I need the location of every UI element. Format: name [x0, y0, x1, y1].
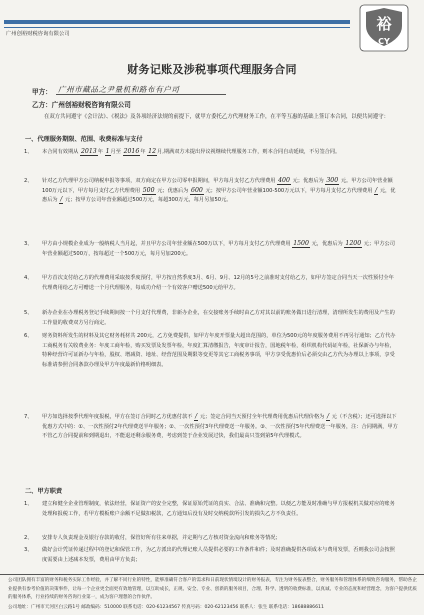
company-logo-icon: [357, 4, 411, 54]
clause-1-1: [24, 148, 398, 168]
clause-number: 7、: [24, 414, 33, 420]
footer-divider: [0, 574, 424, 575]
clause-2-3: [24, 546, 398, 566]
letterhead: [0, 0, 424, 56]
clause-2-2: [24, 534, 398, 544]
clause-2-1: [24, 500, 398, 530]
fee-field: 1500: [293, 240, 309, 247]
clause-text: 甲方由小规模企业成为一般纳税人当月起，并且甲方公司年营业额在500万以下，甲方每月支付乙方代理费用 1500 元，优惠后为 1200 元；甲方公司年营业额超过500万，按每超过一个500万元，每月另加200元。: [42, 240, 395, 257]
fee-field: 300: [326, 177, 339, 184]
section-1-heading: 一、代理服务期限、范围、收费标准与支付: [25, 136, 143, 143]
fee-field: 600: [191, 186, 203, 194]
fee-field: /: [60, 196, 63, 204]
clause-number: 5、: [24, 310, 33, 316]
footer-contact: 公司地址：广州市天河区白云路1号 邮政编码：510000 联系电话：020-61234567 传真号码：020-62123456 联系人：张生 联系电话：18688886611: [8, 605, 324, 610]
letterhead-band: [4, 20, 350, 24]
fee-field: /: [195, 413, 198, 420]
party-a-label: 甲方：: [32, 88, 52, 96]
contract-title: 财务记账及涉税事项代理服务合同: [127, 63, 297, 76]
clause-number: 2、: [24, 178, 33, 184]
clause-text: 建立和健全企业管理制度，依法经营，保证资产的安全完整，保证原始凭证的真实、合法、准确和完整。以便乙方能及时准确与甲方报税机关做对应的账务处理和报税工作，若甲方模板账户余额不足做扣税款，乙方通知后没有及时交纳税款所引发的损失乙方不负责任。: [42, 501, 395, 517]
clause-1-4: [24, 274, 398, 304]
clause-number: 2、: [24, 535, 33, 541]
clause-text: 甲方首次支付给乙方的代理费用采取按季度预付，甲方按自然季度3月、6月、9月、12月的5号之前准时支付给乙方，如甲方签定合同当天一次性预付全年代理费用给乙方可赠送一个月代理服务，每成功介绍一个有效客户赠送500元给甲方。: [42, 275, 394, 291]
letterhead-company: 广州创裕财税咨询有限公司: [6, 31, 70, 37]
logo-letters: CY: [378, 37, 390, 46]
fee-field: 500: [142, 186, 155, 194]
clause-text: 针对乙方代理甲方公司纳税申报等事项，双方商定在甲方公司零申报期间，甲方每月支付乙方代理费用 400 元；优惠后为 300 元。甲方公司年营业额100万元以下，甲方每月支付乙方代理费用 500 元；优惠后为 600 元；按甲方公司年营业额100-500万元以下，甲方每月支付乙方代理费用 / 元，优惠后为 / 元；按甲方公司年营业额超过500万元，每超300万元，每月另加50元。: [42, 177, 396, 204]
fee-field: /: [375, 186, 378, 194]
clause-number: 1、: [24, 149, 33, 155]
clause-1-2: [24, 177, 398, 237]
footer-note: 公司团队拥有丰富的财务和税务实际工作经验，并了解不同行业的特性，能够准确符合客户的需求和日前现状情境设计的财务报表，专注为财务报表整合，财务服务和管理体系的细致咨询服务，帮助各企业提供有参考价值的决策事件，让每一个企业更全面更有效地管理，以互助成长，正规、安全、专业、创新的服务项目，合理、科学、透明的收费标准，以真诚、专业的态度和经营理念，为客户提供优质的服务体系，行业持续的财务咨询行业第一，成为客户理想的合作伙伴。: [8, 578, 417, 601]
clause-number: 3、: [24, 547, 33, 553]
party-b-name: 广州创裕财税咨询有限公司: [51, 101, 131, 109]
clause-1-5: [24, 309, 398, 329]
clause-text: 本合同有效期从 2013年 1月至 2016年 12月,期满双方未提出异议视继续代理服务工作，则本合同自动延续，不另签合同。: [42, 148, 341, 155]
clause-text: 财务资料所发生的材料及其它财务耗材共 200元，乙方免费提供，如甲方年度开票量大超出范围的，单位为500元的年度服务费用不再另行通知；乙方代办工商税务有关收费业务：年度工商年检，购买发票及发票年检，年度汇算清缴报告，年度审计报告，国地税年检，组织机构代码证年检，社保新办与年检，特种经营许可证新办与年检，股权、增减资、地址、经营范围及期限等变更等其它工商税务事项，甲方享受优惠价后必须交由乙方代为办理以上事项，享受标准请参照合同条款办理及甲方年度最新价格明细表。: [42, 333, 396, 368]
clause-number: 4、: [24, 275, 33, 281]
clause-1-7: [24, 413, 398, 473]
clause-number: 6、: [24, 333, 33, 339]
clause-number: 1、: [24, 501, 33, 507]
fee-field: 400: [278, 177, 290, 184]
end-month: 12: [148, 148, 157, 155]
clause-text: 做好会计凭证传递过程中的登记和保管工作，为乙方派出的代理记账人员提供必要的工作条件和件；及时准确提供各项成本与费用发票，否则我公司会按照度需要由上述减本发票，费用由甲方负责；: [42, 547, 395, 563]
clause-text: 新办企业在办理税务登记手续期间按一个月支付代理费，非新办企业，在交接账务手续时由乙方对其以前的账务做日进行清理，清理所发生的费用及产生的工作量的收费双方另行商定。: [42, 310, 395, 326]
party-b-label: 乙方：: [32, 101, 52, 109]
clause-1-3: [24, 240, 398, 270]
clause-text: 安排专人负责现金及银行存款的收付，保管好所有往来单据，并定期与乙方核对资金流向和账务等情况；: [42, 535, 281, 541]
section-2-heading: 二、甲方职责: [25, 488, 63, 495]
logo-mark: 裕: [376, 15, 392, 33]
clause-1-6: [24, 332, 398, 412]
contract-intro: 在双方共同遵守《会计法》、《税法》及各项经济法规的前提下，就甲方委托乙方代理财务工作，在平等互惠的基础上签订本合同，以便共同遵守：: [44, 114, 389, 120]
end-year: 2016: [123, 148, 140, 155]
letterhead-rule: [4, 27, 350, 28]
fee-field: /: [327, 413, 330, 420]
party-a-handwritten-name: 广州市藏品之尹量机和路布有户司: [58, 85, 180, 94]
clause-text: 甲方如选择按季代理年度报税，甲方在签订合同时乙方优惠付款不 / 元；签定合同当天预付全年代理费用优惠后代理价格为 / 元（不含税）；还可选择以下优惠方式中的：①、一次性预付2年代理费送半年服务；②、一次性预付3年代理费送一年服务。③、一次性预付5年代理费送一年服务，注：合同期满，甲方不管乙方合同提前和到期退出，不能退还剩余服务费，考虑到签于企业发展过快，我们最高只签到第5年代理模式。: [42, 413, 398, 440]
start-month: 1: [105, 148, 110, 155]
fee-field: 1200: [345, 240, 362, 247]
clause-number: 3、: [24, 241, 33, 247]
start-year: 2013: [80, 148, 97, 155]
party-b-line: [32, 99, 131, 109]
